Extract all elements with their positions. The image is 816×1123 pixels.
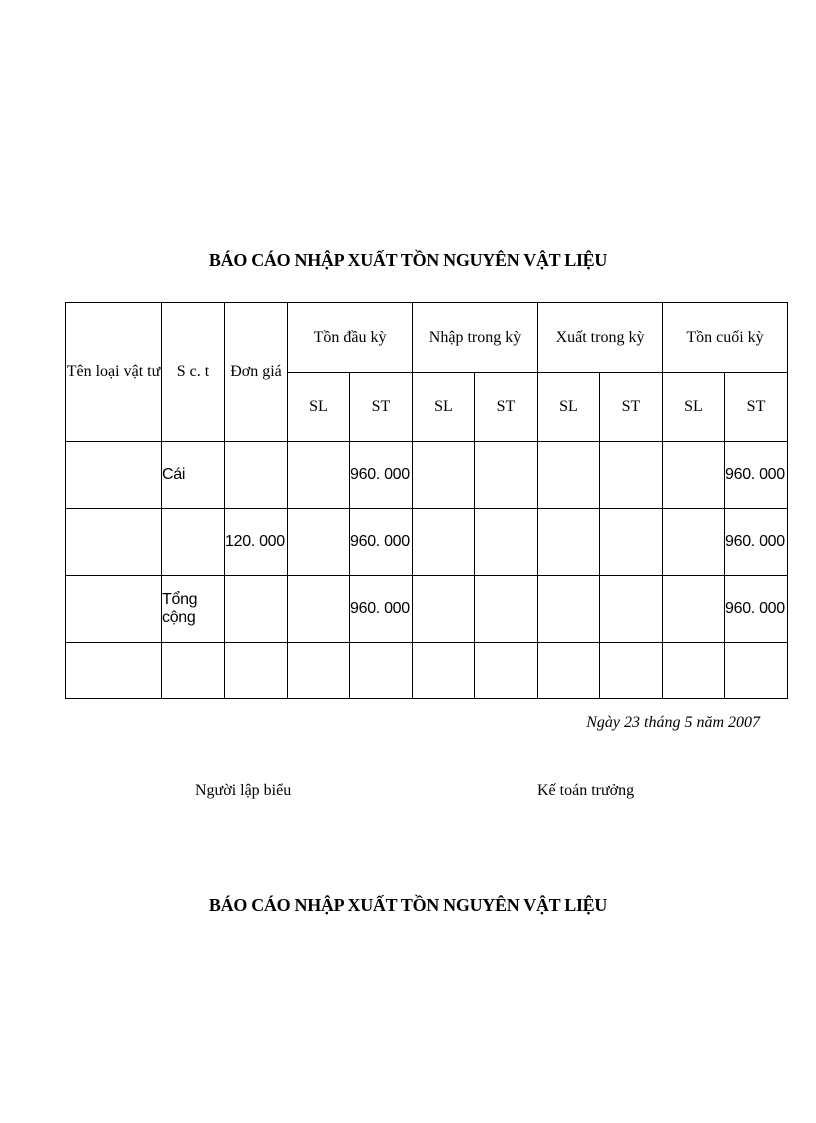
table-cell: 960. 000 bbox=[350, 509, 413, 576]
report-title: BÁO CÁO NHẬP XUẤT TỒN NGUYÊN VẬT LIỆU bbox=[208, 250, 608, 270]
header-opening-stock: Tồn đầu kỳ bbox=[288, 303, 413, 373]
table-cell: Cái bbox=[162, 442, 225, 509]
table-cell bbox=[225, 576, 288, 643]
table-cell bbox=[66, 442, 162, 509]
table-cell bbox=[288, 509, 350, 576]
table-cell bbox=[66, 576, 162, 643]
table-cell bbox=[288, 442, 350, 509]
table-row bbox=[66, 442, 788, 509]
table-cell bbox=[413, 576, 475, 643]
header-st: ST bbox=[350, 373, 413, 442]
table-cell bbox=[538, 509, 600, 576]
table-cell bbox=[538, 576, 600, 643]
table-cell bbox=[413, 643, 475, 699]
report-date: Ngày 23 tháng 5 năm 2007 bbox=[586, 714, 760, 731]
table-cell bbox=[663, 509, 725, 576]
table-cell bbox=[66, 643, 162, 699]
table-cell: 960. 000 bbox=[350, 442, 413, 509]
table-cell bbox=[475, 643, 538, 699]
table-cell: 120. 000 bbox=[225, 509, 288, 576]
table-cell bbox=[600, 576, 663, 643]
header-sl: SL bbox=[288, 373, 350, 442]
header-material-type: Tên loại vật tư bbox=[66, 303, 162, 442]
signature-chief-accountant: Kế toán trưởng bbox=[537, 782, 635, 799]
header-received: Nhập trong kỳ bbox=[413, 303, 538, 373]
table-cell bbox=[475, 576, 538, 643]
header-sl: SL bbox=[663, 373, 725, 442]
table-cell bbox=[475, 442, 538, 509]
table-row bbox=[66, 509, 788, 576]
header-sl: SL bbox=[538, 373, 600, 442]
table-cell bbox=[600, 643, 663, 699]
header-row-groups bbox=[66, 303, 788, 373]
table-cell bbox=[288, 643, 350, 699]
signature-preparer: Người lập biểu bbox=[195, 782, 292, 799]
table-cell bbox=[66, 509, 162, 576]
table-cell bbox=[162, 643, 225, 699]
table-cell bbox=[725, 643, 788, 699]
table-cell bbox=[288, 576, 350, 643]
table-row bbox=[66, 576, 788, 643]
table-cell bbox=[600, 442, 663, 509]
table-cell bbox=[475, 509, 538, 576]
header-unit-price: Đơn giá bbox=[225, 303, 288, 442]
header-sl: SL bbox=[413, 373, 475, 442]
table-cell bbox=[663, 442, 725, 509]
table-cell: 960. 000 bbox=[725, 576, 788, 643]
header-st: ST bbox=[475, 373, 538, 442]
table-cell: Tổng cộng bbox=[162, 576, 225, 643]
header-issued: Xuất trong kỳ bbox=[538, 303, 663, 373]
table-cell bbox=[663, 643, 725, 699]
inventory-report-table bbox=[65, 302, 788, 699]
table-cell: 960. 000 bbox=[350, 576, 413, 643]
table-cell bbox=[413, 442, 475, 509]
table-cell bbox=[538, 442, 600, 509]
table-cell bbox=[413, 509, 475, 576]
header-st: ST bbox=[600, 373, 663, 442]
table-cell: 960. 000 bbox=[725, 509, 788, 576]
header-sct: S c. t bbox=[162, 303, 225, 442]
table-cell bbox=[538, 643, 600, 699]
table-cell bbox=[600, 509, 663, 576]
table-cell bbox=[663, 576, 725, 643]
report-title-repeat: BÁO CÁO NHẬP XUẤT TỒN NGUYÊN VẬT LIỆU bbox=[208, 895, 608, 915]
table-cell bbox=[350, 643, 413, 699]
header-closing-stock: Tồn cuối kỳ bbox=[663, 303, 788, 373]
table-cell bbox=[225, 643, 288, 699]
table-cell bbox=[225, 442, 288, 509]
table-cell: 960. 000 bbox=[725, 442, 788, 509]
table-row bbox=[66, 643, 788, 699]
table-cell bbox=[162, 509, 225, 576]
header-st: ST bbox=[725, 373, 788, 442]
